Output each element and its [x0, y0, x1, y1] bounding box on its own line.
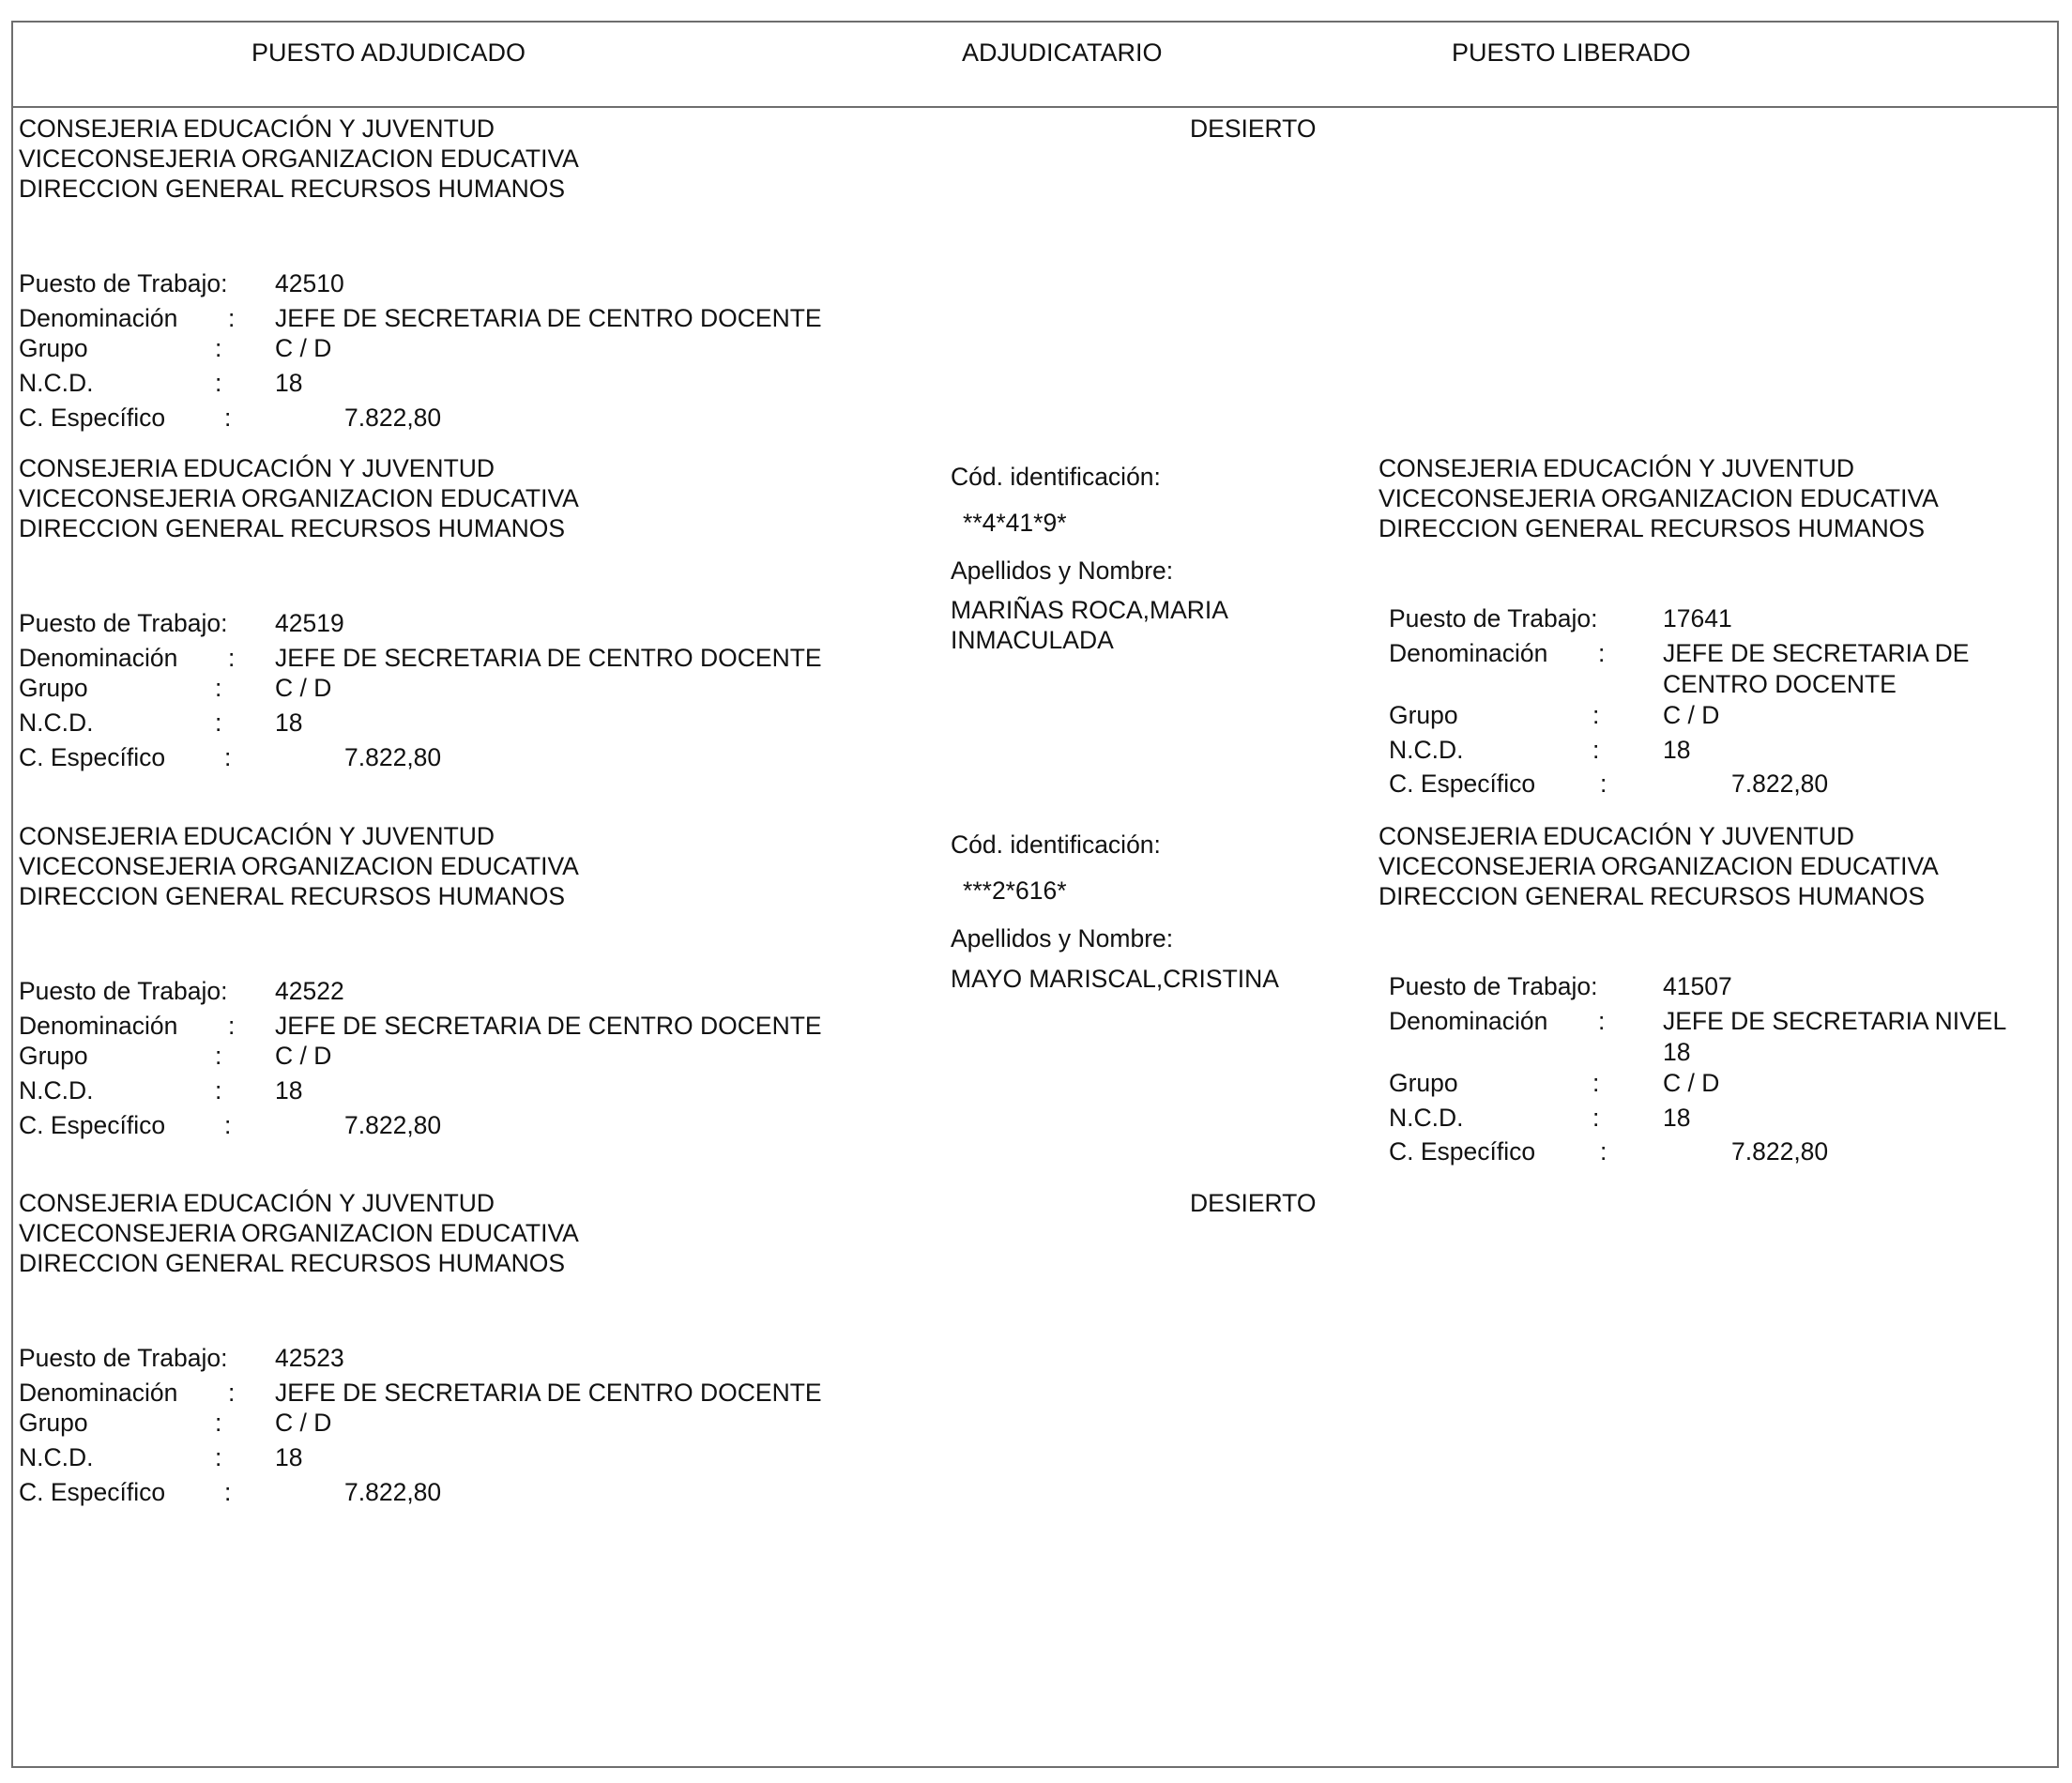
liberado-denominacion-cont: CENTRO DOCENTE: [1663, 670, 1897, 698]
adjudicado-org-consejeria: CONSEJERIA EDUCACIÓN Y JUVENTUD: [19, 114, 495, 143]
adjudicado-c-especifico: 7.822,80: [344, 1478, 442, 1506]
liberado-c-especifico: 7.822,80: [1731, 770, 1829, 798]
adjudicado-ncd: 18: [275, 1443, 303, 1471]
colon: :: [1592, 736, 1600, 764]
adjudicatario-cod-identificacion: ***2*616*: [963, 876, 1067, 905]
label-denominacion: Denominación: [1389, 1007, 1548, 1035]
adjudicatario-nombre: MARIÑAS ROCA,MARIA: [951, 596, 1228, 624]
colon: :: [1592, 701, 1600, 729]
label-cod-identificacion: Cód. identificación:: [951, 831, 1161, 859]
adjudicado-denominacion: JEFE DE SECRETARIA DE CENTRO DOCENTE: [275, 304, 822, 332]
adjudicado-org-consejeria: CONSEJERIA EDUCACIÓN Y JUVENTUD: [19, 822, 495, 850]
liberado-ncd: 18: [1663, 1104, 1691, 1132]
label-c-especifico: C. Específico: [19, 1478, 166, 1506]
liberado-c-especifico: 7.822,80: [1731, 1137, 1829, 1166]
adjudicado-org-consejeria: CONSEJERIA EDUCACIÓN Y JUVENTUD: [19, 1189, 495, 1217]
liberado-org-viceconsejeria: VICECONSEJERIA ORGANIZACION EDUCATIVA: [1379, 484, 1939, 512]
label-grupo: Grupo: [19, 1042, 88, 1070]
adjudicado-org-consejeria: CONSEJERIA EDUCACIÓN Y JUVENTUD: [19, 454, 495, 482]
label-grupo: Grupo: [19, 674, 88, 702]
liberado-puesto: 17641: [1663, 604, 1732, 632]
adjudicado-c-especifico: 7.822,80: [344, 1111, 442, 1139]
colon: :: [228, 304, 236, 332]
desierto-label: DESIERTO: [1190, 114, 1317, 143]
label-c-especifico: C. Específico: [19, 743, 166, 771]
label-denominacion: Denominación: [19, 1379, 178, 1407]
adjudicado-org-viceconsejeria: VICECONSEJERIA ORGANIZACION EDUCATIVA: [19, 852, 579, 880]
adjudicado-org-direccion: DIRECCION GENERAL RECURSOS HUMANOS: [19, 514, 566, 542]
adjudicado-grupo: C / D: [275, 334, 332, 362]
adjudicado-c-especifico: 7.822,80: [344, 404, 442, 432]
colon: :: [1600, 1137, 1607, 1166]
adjudicado-grupo: C / D: [275, 1042, 332, 1070]
liberado-denominacion-cont: 18: [1663, 1038, 1691, 1066]
label-c-especifico: C. Específico: [1389, 770, 1536, 798]
colon: :: [1592, 1104, 1600, 1132]
adjudicado-org-direccion: DIRECCION GENERAL RECURSOS HUMANOS: [19, 882, 566, 910]
label-puesto-trabajo: Puesto de Trabajo:: [19, 977, 228, 1005]
colon: :: [215, 709, 222, 737]
label-cod-identificacion: Cód. identificación:: [951, 463, 1161, 491]
header-adjudicatario: ADJUDICATARIO: [962, 38, 1163, 67]
colon: :: [215, 1409, 222, 1437]
adjudicado-grupo: C / D: [275, 674, 332, 702]
header-divider: [11, 106, 2059, 108]
liberado-grupo: C / D: [1663, 1069, 1720, 1097]
label-denominacion: Denominación: [19, 644, 178, 672]
adjudicado-denominacion: JEFE DE SECRETARIA DE CENTRO DOCENTE: [275, 1012, 822, 1040]
colon: :: [1598, 1007, 1606, 1035]
label-ncd: N.C.D.: [1389, 1104, 1464, 1132]
colon: :: [215, 1076, 222, 1105]
colon: :: [215, 1042, 222, 1070]
label-grupo: Grupo: [1389, 701, 1458, 729]
colon: :: [1598, 639, 1606, 667]
adjudicado-denominacion: JEFE DE SECRETARIA DE CENTRO DOCENTE: [275, 1379, 822, 1407]
adjudicado-org-direccion: DIRECCION GENERAL RECURSOS HUMANOS: [19, 1249, 566, 1277]
label-c-especifico: C. Específico: [19, 1111, 166, 1139]
label-puesto-trabajo: Puesto de Trabajo:: [1389, 604, 1598, 632]
liberado-puesto: 41507: [1663, 972, 1732, 1000]
label-ncd: N.C.D.: [19, 369, 94, 397]
label-puesto-trabajo: Puesto de Trabajo:: [19, 269, 228, 297]
liberado-org-direccion: DIRECCION GENERAL RECURSOS HUMANOS: [1379, 514, 1926, 542]
label-grupo: Grupo: [19, 334, 88, 362]
liberado-ncd: 18: [1663, 736, 1691, 764]
colon: :: [228, 644, 236, 672]
colon: :: [215, 674, 222, 702]
liberado-org-viceconsejeria: VICECONSEJERIA ORGANIZACION EDUCATIVA: [1379, 852, 1939, 880]
label-ncd: N.C.D.: [19, 1076, 94, 1105]
adjudicado-puesto: 42523: [275, 1344, 344, 1372]
colon: :: [215, 334, 222, 362]
header-puesto-liberado: PUESTO LIBERADO: [1452, 38, 1691, 67]
adjudicatario-nombre-cont: INMACULADA: [951, 626, 1114, 654]
colon: :: [215, 369, 222, 397]
colon: :: [224, 743, 232, 771]
adjudicado-puesto: 42519: [275, 609, 344, 637]
liberado-denominacion: JEFE DE SECRETARIA NIVEL: [1663, 1007, 2007, 1035]
label-ncd: N.C.D.: [1389, 736, 1464, 764]
liberado-grupo: C / D: [1663, 701, 1720, 729]
label-grupo: Grupo: [1389, 1069, 1458, 1097]
adjudicado-c-especifico: 7.822,80: [344, 743, 442, 771]
adjudicatario-cod-identificacion: **4*41*9*: [963, 509, 1067, 537]
adjudicado-puesto: 42510: [275, 269, 344, 297]
label-denominacion: Denominación: [19, 1012, 178, 1040]
adjudicado-grupo: C / D: [275, 1409, 332, 1437]
liberado-org-direccion: DIRECCION GENERAL RECURSOS HUMANOS: [1379, 882, 1926, 910]
label-puesto-trabajo: Puesto de Trabajo:: [19, 609, 228, 637]
label-apellidos-nombre: Apellidos y Nombre:: [951, 924, 1174, 952]
adjudicado-org-viceconsejeria: VICECONSEJERIA ORGANIZACION EDUCATIVA: [19, 1219, 579, 1247]
liberado-org-consejeria: CONSEJERIA EDUCACIÓN Y JUVENTUD: [1379, 822, 1855, 850]
adjudicado-denominacion: JEFE DE SECRETARIA DE CENTRO DOCENTE: [275, 644, 822, 672]
header-puesto-adjudicado: PUESTO ADJUDICADO: [251, 38, 526, 67]
colon: :: [224, 404, 232, 432]
liberado-denominacion: JEFE DE SECRETARIA DE: [1663, 639, 1970, 667]
adjudicado-ncd: 18: [275, 369, 303, 397]
label-c-especifico: C. Específico: [1389, 1137, 1536, 1166]
label-puesto-trabajo: Puesto de Trabajo:: [19, 1344, 228, 1372]
label-ncd: N.C.D.: [19, 1443, 94, 1471]
colon: :: [224, 1111, 232, 1139]
label-denominacion: Denominación: [1389, 639, 1548, 667]
label-puesto-trabajo: Puesto de Trabajo:: [1389, 972, 1598, 1000]
colon: :: [215, 1443, 222, 1471]
label-c-especifico: C. Específico: [19, 404, 166, 432]
adjudicado-org-direccion: DIRECCION GENERAL RECURSOS HUMANOS: [19, 175, 566, 203]
adjudicado-org-viceconsejeria: VICECONSEJERIA ORGANIZACION EDUCATIVA: [19, 484, 579, 512]
liberado-org-consejeria: CONSEJERIA EDUCACIÓN Y JUVENTUD: [1379, 454, 1855, 482]
adjudicado-ncd: 18: [275, 709, 303, 737]
adjudicado-ncd: 18: [275, 1076, 303, 1105]
label-denominacion: Denominación: [19, 304, 178, 332]
colon: :: [228, 1012, 236, 1040]
colon: :: [1600, 770, 1607, 798]
colon: :: [228, 1379, 236, 1407]
adjudicado-org-viceconsejeria: VICECONSEJERIA ORGANIZACION EDUCATIVA: [19, 145, 579, 173]
label-apellidos-nombre: Apellidos y Nombre:: [951, 556, 1174, 585]
colon: :: [224, 1478, 232, 1506]
label-grupo: Grupo: [19, 1409, 88, 1437]
adjudicatario-nombre: MAYO MARISCAL,CRISTINA: [951, 965, 1279, 993]
adjudicado-puesto: 42522: [275, 977, 344, 1005]
desierto-label: DESIERTO: [1190, 1189, 1317, 1217]
label-ncd: N.C.D.: [19, 709, 94, 737]
colon: :: [1592, 1069, 1600, 1097]
